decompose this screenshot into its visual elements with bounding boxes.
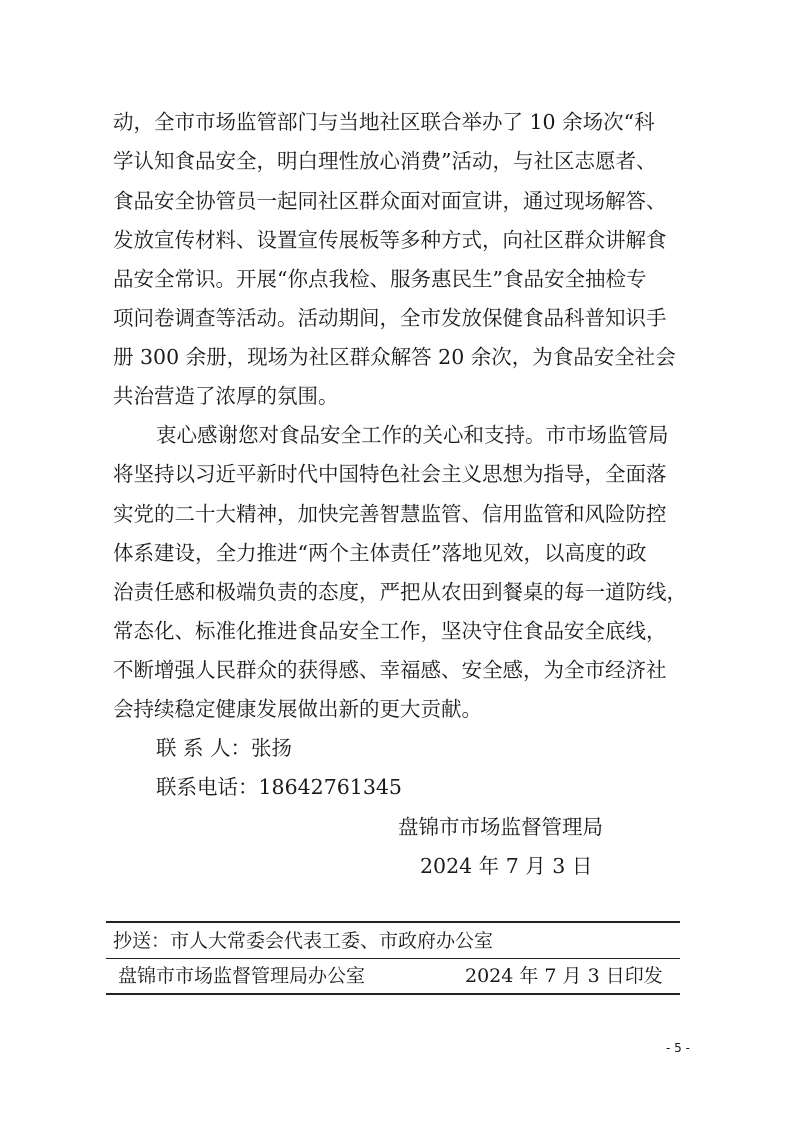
footer-bottom-rule bbox=[106, 993, 680, 995]
signature-date: 2024 年 7 月 3 日 bbox=[420, 854, 593, 878]
text-line: 食品安全协管员一起同社区群众面对面宣讲，通过现场解答、 bbox=[113, 189, 667, 213]
text-line: 册 300 余册，现场为社区群众解答 20 余次，为食品安全社会 bbox=[113, 345, 676, 369]
footer-middle-rule bbox=[106, 958, 680, 959]
text-line: 体系建设，全力推进“两个主体责任”落地见效，以高度的政 bbox=[113, 541, 647, 565]
text-line: 发放宣传材料、设置宣传展板等多种方式，向社区群众讲解食 bbox=[113, 228, 667, 252]
page-number: - 5 - bbox=[666, 1041, 690, 1055]
text-line: 项问卷调查等活动。活动期间，全市发放保健食品科普知识手 bbox=[113, 306, 667, 330]
text-line: 共治营造了浓厚的氛围。 bbox=[113, 384, 339, 408]
signature-organization: 盘锦市市场监督管理局 bbox=[398, 815, 603, 839]
text-line: 将坚持以习近平新时代中国特色社会主义思想为指导，全面落 bbox=[113, 462, 667, 486]
footer-top-rule bbox=[106, 921, 680, 923]
text-line: 实党的二十大精神，加快完善智慧监管、信用监管和风险防控 bbox=[113, 502, 667, 526]
cc-line: 抄送：市人大常委会代表工委、市政府办公室 bbox=[113, 930, 494, 952]
issuing-office: 盘锦市市场监督管理局办公室 bbox=[118, 965, 366, 987]
text-line: 衷心感谢您对食品安全工作的关心和支持。市市场监管局 bbox=[156, 423, 669, 447]
contact-phone: 联系电话：18642761345 bbox=[156, 775, 402, 799]
text-line: 治责任感和极端负责的态度，严把从农田到餐桌的每一道防线， bbox=[113, 580, 687, 604]
text-line: 品安全常识。开展“你点我检、服务惠民生”食品安全抽检专 bbox=[113, 267, 647, 291]
issue-date: 2024 年 7 月 3 日印发 bbox=[465, 965, 663, 987]
text-line: 常态化、标准化推进食品安全工作，坚决守住食品安全底线， bbox=[113, 619, 667, 643]
contact-person: 联 系 人：张扬 bbox=[156, 736, 293, 760]
text-line: 动，全市市场监管部门与当地社区联合举办了 10 余场次“科 bbox=[113, 110, 655, 134]
text-line: 学认知食品安全，明白理性放心消费”活动，与社区志愿者、 bbox=[113, 149, 657, 173]
text-line: 不断增强人民群众的获得感、幸福感、安全感，为全市经济社 bbox=[113, 658, 667, 682]
text-line: 会持续稳定健康发展做出新的更大贡献。 bbox=[113, 697, 482, 721]
